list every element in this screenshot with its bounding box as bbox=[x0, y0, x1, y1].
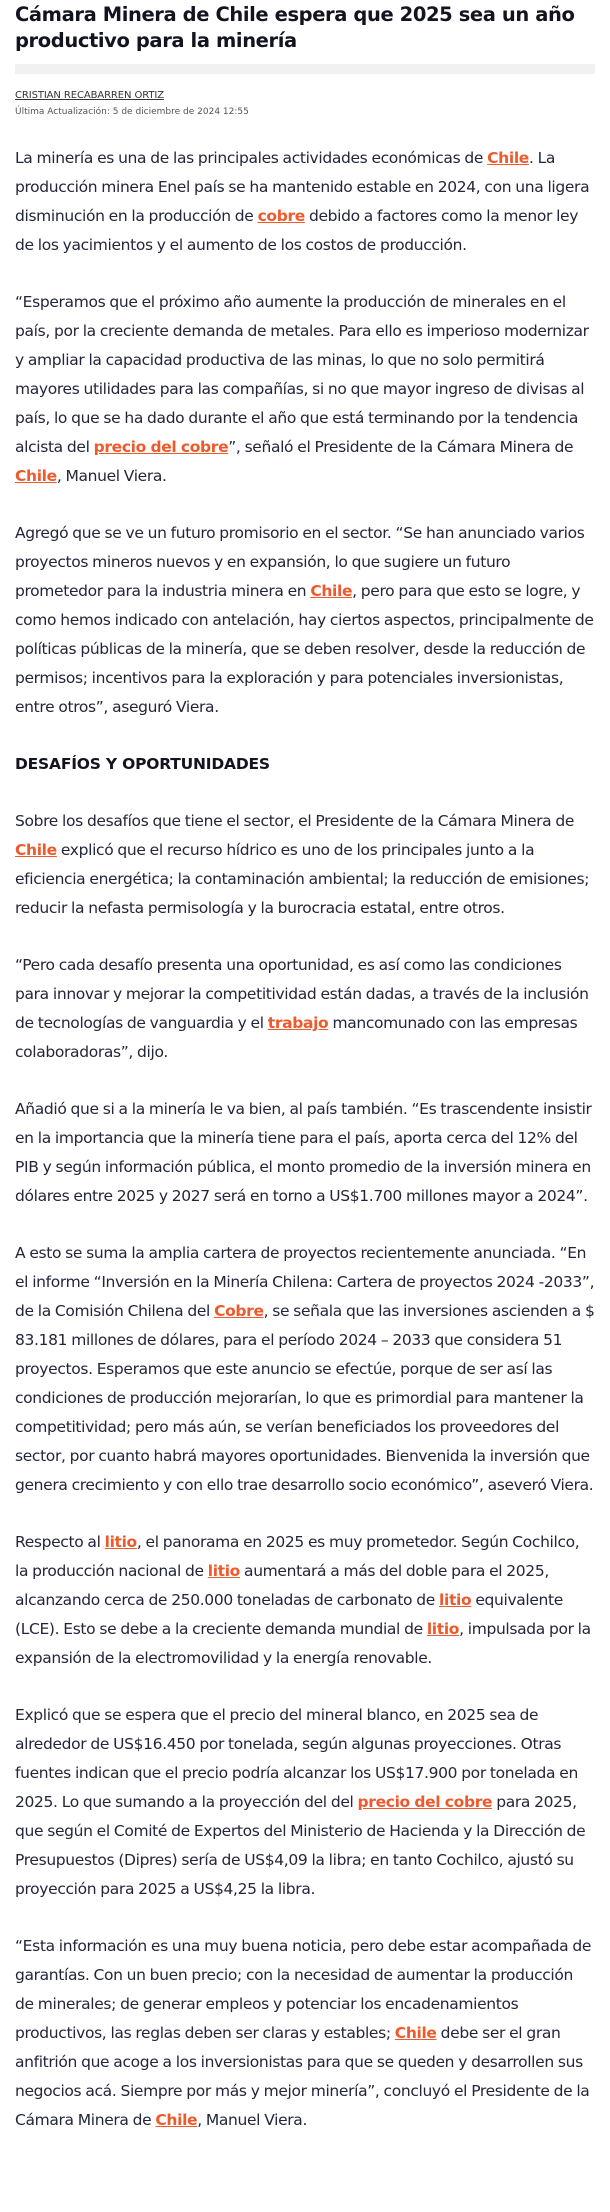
keyword-link[interactable]: cobre bbox=[257, 207, 305, 225]
article-title: Cámara Minera de Chile espera que 2025 sea un año productivo para la minería bbox=[15, 3, 575, 52]
paragraph-text: debe ser el gran anfitrión que acoge a los inversionistas para que se queden y desarrollen sus negocios acá. Siempre por más y mejor minería”, concluyó el Presidente de la Cámara Minera de bbox=[15, 2024, 590, 2129]
paragraph-text: La minería es una de las principales actividades económicas de bbox=[15, 149, 488, 167]
paragraph-text: “Esperamos que el próximo año aumente la producción de minerales en el país, por la creciente demanda de metales. Para ello es imperioso modernizar y ampliar la capacidad productiva de las minas, lo que no solo permitirá mayores utilidades para las compañías, si no que mayor ingreso de divisas al país, lo que se ha dado durante el año que está terminando por la tendencia alcista del bbox=[15, 293, 589, 456]
paragraph-text: Agregó que se ve un futuro promisorio en el sector. “Se han anunciado varios proyectos mineros nuevos y en expansión, lo que sugiere un futuro prometedor para la industria minera en bbox=[15, 524, 585, 600]
body-paragraph bbox=[15, 951, 595, 1067]
body-paragraph bbox=[15, 1932, 595, 2135]
body-paragraph bbox=[15, 1095, 595, 1211]
paragraph-text: “Esta información es una muy buena noticia, pero debe estar acompañada de garantías. Con un buen precio; con la necesidad de aumentar la producción de minerales; de generar empleos y potenciar los encadenamientos productivos, las reglas deben ser claras y estables; bbox=[15, 1937, 592, 2042]
last-updated: Última Actualización: 5 de diciembre de 2024 12:55 bbox=[15, 107, 249, 117]
body-paragraph bbox=[15, 144, 595, 260]
paragraphs-before-subheading bbox=[15, 144, 595, 722]
paragraph-text: Explicó que se espera que el precio del mineral blanco, en 2025 sea de alrededor de US$16.450 por tonelada, según algunas proyecciones. Otras fuentes indican que el precio podría alcanzar los US$17.900 por tonelada en 2025. Lo que sumando a la proyección del del bbox=[15, 1706, 578, 1811]
body-paragraph bbox=[15, 519, 595, 722]
paragraph-text: ”, señaló el Presidente de la Cámara Minera de bbox=[228, 438, 574, 456]
paragraph-text: , impulsada por la expansión de la electromovilidad y la energía renovable. bbox=[15, 1620, 591, 1667]
body-paragraph bbox=[15, 807, 595, 923]
keyword-link[interactable]: Chile bbox=[310, 582, 353, 600]
paragraph-text: A esto se suma la amplia cartera de proyectos recientemente anunciada. “En el informe “Inversión en la Minería Chilena: Cartera de proyectos 2024 -2033”, de la Comisión Chilena del bbox=[15, 1244, 595, 1320]
paragraph-text: . La producción minera Enel país se ha mantenido estable en 2024, con una ligera disminución en la producción de bbox=[15, 149, 590, 225]
keyword-link[interactable]: trabajo bbox=[267, 1014, 329, 1032]
body-paragraph bbox=[15, 1528, 595, 1673]
keyword-link[interactable]: precio del cobre bbox=[93, 438, 229, 456]
keyword-link[interactable]: precio del cobre bbox=[357, 1793, 493, 1811]
paragraph-text: aumentará a más del doble para el 2025, alcanzando cerca de 250.000 toneladas de carbonato de bbox=[15, 1562, 549, 1609]
body-paragraph bbox=[15, 1701, 595, 1904]
keyword-link[interactable]: litio bbox=[104, 1533, 137, 1551]
paragraph-text: explicó que el recurso hídrico es uno de los principales junto a la eficiencia energética; la contaminación ambiental; la reducción de emisiones; reducir la nefasta permisología y la burocracia estatal, entre otros. bbox=[15, 841, 590, 917]
paragraph-text: , Manuel Viera. bbox=[56, 467, 167, 485]
paragraphs-after-subheading bbox=[15, 807, 595, 2135]
keyword-link[interactable]: Chile bbox=[487, 149, 529, 167]
section-subheading: DESAFÍOS Y OPORTUNIDADES bbox=[15, 755, 270, 773]
body-paragraph bbox=[15, 1239, 595, 1500]
paragraph-text: , se señala que las inversiones ascienden a $ 83.181 millones de dólares, para el período 2024 – 2033 que considera 51 proyectos. Esperamos que este anuncio se efectúe, porque de ser así las condiciones de producción mejorarían, lo que es primordial para mantener la competitividad; pero más aún, se verían beneficiados los proveedores del sector, por cuanto habrá mayores oportunidades. Bienvenida la inversión que genera crecimiento y con ello trae desarrollo socio económico”, aseveró Viera. bbox=[15, 1302, 595, 1494]
paragraph-text: para 2025, que según el Comité de Expertos del Ministerio de Hacienda y la Dirección de Presupuestos (Dipres) sería de US$4,09 la libra; en tanto Cochilco, ajustó su proyección para 2025 a US$4,25 la libra. bbox=[15, 1793, 586, 1898]
keyword-link[interactable]: Chile bbox=[155, 2111, 198, 2129]
paragraph-text: , pero para que esto se logre, y como hemos indicado con antelación, hay ciertos aspectos, principalmente de políticas públicas de la minería, que se deben resolver, desde la reducción de permisos; incentivos para la exploración y para potenciales inversionistas, entre otros”, aseguró Viera. bbox=[15, 582, 594, 716]
keyword-link[interactable]: Chile bbox=[15, 467, 57, 485]
keyword-link[interactable]: litio bbox=[207, 1562, 240, 1580]
body-paragraph bbox=[15, 288, 595, 491]
keyword-link[interactable]: Chile bbox=[15, 841, 57, 859]
title-divider bbox=[15, 64, 595, 74]
paragraph-text: equivalente (LCE). Esto se debe a la creciente demanda mundial de bbox=[15, 1591, 563, 1638]
paragraph-text: Sobre los desafíos que tiene el sector, el Presidente de la Cámara Minera de bbox=[15, 812, 575, 830]
paragraph-text: , el panorama en 2025 es muy prometedor. Según Cochilco, la producción nacional de bbox=[15, 1533, 580, 1580]
article-body bbox=[15, 144, 595, 2135]
paragraph-text: Respecto al bbox=[15, 1533, 105, 1551]
keyword-link[interactable]: litio bbox=[426, 1620, 460, 1638]
paragraph-text: , Manuel Viera. bbox=[197, 2111, 308, 2129]
paragraph-text: mancomunado con las empresas colaboradoras”, dijo. bbox=[15, 1014, 578, 1061]
keyword-link[interactable]: Cobre bbox=[214, 1302, 264, 1320]
paragraph-text: debido a factores como la menor ley de los yacimientos y el aumento de los costos de producción. bbox=[15, 207, 579, 254]
author-name[interactable]: CRISTIAN RECABARREN ORTIZ bbox=[15, 90, 164, 101]
paragraph-text: Añadió que si a la minería le va bien, al país también. “Es trascendente insistir en la importancia que la minería tiene para el país, aporta cerca del 12% del PIB y según información pública, el monto promedio de la inversión minera en dólares entre 2025 y 2027 será en torno a US$1.700 millones mayor a 2024”. bbox=[15, 1100, 592, 1205]
keyword-link[interactable]: litio bbox=[439, 1591, 472, 1609]
keyword-link[interactable]: Chile bbox=[394, 2024, 437, 2042]
paragraph-text: “Pero cada desafío presenta una oportunidad, es así como las condiciones para innovar y mejorar la competitividad están dadas, a través de la inclusión de tecnologías de vanguardia y el bbox=[15, 956, 589, 1032]
